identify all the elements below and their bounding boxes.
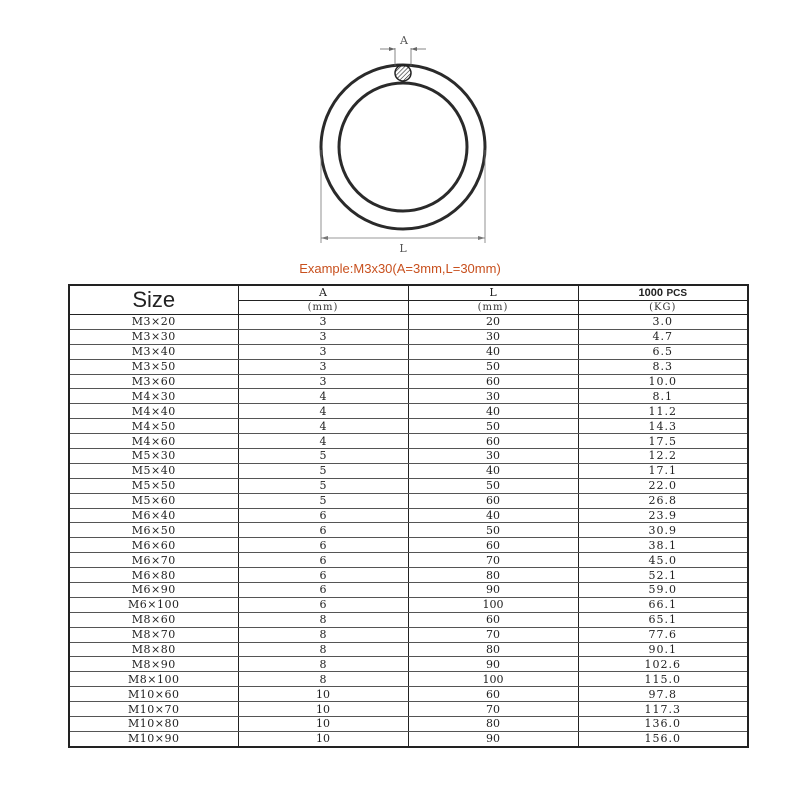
cell-weight: 66.1	[578, 597, 748, 612]
cell-a: 5	[238, 449, 408, 464]
cell-a: 8	[238, 642, 408, 657]
cell-a: 6	[238, 508, 408, 523]
table-row	[69, 597, 748, 612]
cell-size: M3×30	[69, 329, 238, 344]
spec-table	[68, 284, 749, 748]
cell-l: 20	[408, 315, 578, 330]
cell-size: M10×60	[69, 687, 238, 702]
cell-a: 10	[238, 717, 408, 732]
cell-weight: 156.0	[578, 731, 748, 746]
cell-a: 10	[238, 702, 408, 717]
cell-size: M5×60	[69, 493, 238, 508]
dim-l-label: L	[399, 242, 407, 255]
cell-a: 3	[238, 359, 408, 374]
cell-l: 40	[408, 404, 578, 419]
cell-size: M6×40	[69, 508, 238, 523]
header-weight	[578, 285, 748, 315]
cell-weight: 136.0	[578, 717, 748, 732]
cell-l: 100	[408, 672, 578, 687]
cell-l: 70	[408, 702, 578, 717]
cell-a: 6	[238, 597, 408, 612]
cell-weight: 77.6	[578, 627, 748, 642]
cell-weight: 14.3	[578, 419, 748, 434]
cell-size: M8×90	[69, 657, 238, 672]
cell-size: M8×100	[69, 672, 238, 687]
table-row	[69, 642, 748, 657]
cell-weight: 102.6	[578, 657, 748, 672]
cell-weight: 22.0	[578, 478, 748, 493]
table-row	[69, 702, 748, 717]
table-row	[69, 404, 748, 419]
cell-l: 30	[408, 449, 578, 464]
cell-weight: 17.5	[578, 434, 748, 449]
cell-l: 60	[408, 434, 578, 449]
table-header-row	[69, 285, 748, 315]
header-weight-unit: (KG)	[649, 302, 677, 313]
cell-a: 5	[238, 493, 408, 508]
cell-l: 60	[408, 538, 578, 553]
table-row	[69, 493, 748, 508]
cell-l: 40	[408, 508, 578, 523]
cell-size: M10×80	[69, 717, 238, 732]
cell-l: 40	[408, 344, 578, 359]
cell-l: 60	[408, 493, 578, 508]
cell-weight: 8.3	[578, 359, 748, 374]
cell-weight: 3.0	[578, 315, 748, 330]
cell-l: 60	[408, 612, 578, 627]
cell-size: M6×100	[69, 597, 238, 612]
table-row	[69, 717, 748, 732]
cell-a: 3	[238, 329, 408, 344]
cell-size: M4×60	[69, 434, 238, 449]
cell-weight: 11.2	[578, 404, 748, 419]
table-row	[69, 657, 748, 672]
cell-l: 50	[408, 523, 578, 538]
cell-a: 6	[238, 583, 408, 598]
cell-a: 10	[238, 687, 408, 702]
cell-l: 70	[408, 627, 578, 642]
cell-l: 100	[408, 597, 578, 612]
cell-weight: 17.1	[578, 463, 748, 478]
cell-weight: 45.0	[578, 553, 748, 568]
cell-weight: 6.5	[578, 344, 748, 359]
cell-l: 30	[408, 329, 578, 344]
table-row	[69, 672, 748, 687]
cell-l: 40	[408, 463, 578, 478]
cell-size: M8×70	[69, 627, 238, 642]
cell-weight: 52.1	[578, 568, 748, 583]
cell-a: 4	[238, 404, 408, 419]
table-row	[69, 329, 748, 344]
cell-a: 4	[238, 434, 408, 449]
ring-outer-edge	[321, 65, 485, 229]
header-weight-pcs: PCS	[666, 288, 688, 299]
cell-size: M10×70	[69, 702, 238, 717]
table-row	[69, 538, 748, 553]
cell-l: 60	[408, 687, 578, 702]
table-row	[69, 344, 748, 359]
cell-l: 70	[408, 553, 578, 568]
dim-a-label: A	[400, 34, 408, 47]
cell-size: M5×30	[69, 449, 238, 464]
table-row	[69, 315, 748, 330]
table-row	[69, 478, 748, 493]
cell-l: 30	[408, 389, 578, 404]
table-row	[69, 627, 748, 642]
cell-a: 8	[238, 657, 408, 672]
cell-a: 3	[238, 344, 408, 359]
table-row	[69, 389, 748, 404]
cell-a: 5	[238, 463, 408, 478]
table-row	[69, 568, 748, 583]
table-row	[69, 523, 748, 538]
cell-size: M10×90	[69, 731, 238, 746]
header-a-unit: (mm)	[307, 302, 339, 313]
example-caption: Example:M3x30(A=3mm,L=30mm)	[299, 261, 501, 276]
cell-l: 90	[408, 657, 578, 672]
header-a	[238, 285, 408, 315]
cell-l: 50	[408, 419, 578, 434]
ring-cross-section	[395, 65, 411, 81]
cell-l: 60	[408, 374, 578, 389]
cell-weight: 10.0	[578, 374, 748, 389]
table-row	[69, 463, 748, 478]
cell-weight: 23.9	[578, 508, 748, 523]
cell-size: M4×40	[69, 404, 238, 419]
table-row	[69, 553, 748, 568]
cell-weight: 38.1	[578, 538, 748, 553]
cell-weight: 115.0	[578, 672, 748, 687]
table-body	[69, 315, 748, 747]
cell-a: 8	[238, 672, 408, 687]
table-row	[69, 449, 748, 464]
ring-dimension-diagram	[0, 0, 800, 262]
header-l-label: L	[409, 286, 578, 301]
cell-weight: 117.3	[578, 702, 748, 717]
cell-a: 4	[238, 419, 408, 434]
cell-l: 90	[408, 731, 578, 746]
cell-weight: 59.0	[578, 583, 748, 598]
cell-weight: 97.8	[578, 687, 748, 702]
cell-size: M3×60	[69, 374, 238, 389]
cell-a: 3	[238, 315, 408, 330]
cell-a: 6	[238, 538, 408, 553]
cell-l: 50	[408, 359, 578, 374]
cell-a: 4	[238, 389, 408, 404]
cell-l: 80	[408, 568, 578, 583]
cell-l: 80	[408, 717, 578, 732]
cell-size: M5×40	[69, 463, 238, 478]
header-a-label: A	[239, 286, 408, 301]
cell-a: 10	[238, 731, 408, 746]
table-row	[69, 434, 748, 449]
cell-size: M6×90	[69, 583, 238, 598]
table-row	[69, 612, 748, 627]
cell-size: M3×50	[69, 359, 238, 374]
cell-a: 3	[238, 374, 408, 389]
header-l	[408, 285, 578, 315]
cell-weight: 90.1	[578, 642, 748, 657]
cell-weight: 4.7	[578, 329, 748, 344]
cell-a: 6	[238, 523, 408, 538]
cell-size: M3×20	[69, 315, 238, 330]
cell-size: M6×60	[69, 538, 238, 553]
cell-size: M8×60	[69, 612, 238, 627]
table-row	[69, 374, 748, 389]
header-l-unit: (mm)	[477, 302, 509, 313]
cell-a: 5	[238, 478, 408, 493]
cell-size: M4×30	[69, 389, 238, 404]
cell-size: M6×70	[69, 553, 238, 568]
header-size: Size	[69, 285, 238, 315]
table-row	[69, 508, 748, 523]
cell-weight: 30.9	[578, 523, 748, 538]
cell-size: M8×80	[69, 642, 238, 657]
cell-weight: 65.1	[578, 612, 748, 627]
cell-a: 6	[238, 568, 408, 583]
table-row	[69, 359, 748, 374]
table-row	[69, 583, 748, 598]
cell-weight: 26.8	[578, 493, 748, 508]
table-row	[69, 687, 748, 702]
cell-size: M4×50	[69, 419, 238, 434]
cell-a: 8	[238, 627, 408, 642]
cell-l: 50	[408, 478, 578, 493]
cell-l: 90	[408, 583, 578, 598]
cell-weight: 8.1	[578, 389, 748, 404]
cell-size: M6×80	[69, 568, 238, 583]
cell-size: M5×50	[69, 478, 238, 493]
cell-a: 8	[238, 612, 408, 627]
cell-l: 80	[408, 642, 578, 657]
header-weight-qty: 1000	[638, 287, 663, 299]
table-row	[69, 419, 748, 434]
table-row	[69, 731, 748, 746]
cell-size: M3×40	[69, 344, 238, 359]
ring-inner-edge	[339, 83, 467, 211]
cell-a: 6	[238, 553, 408, 568]
cell-weight: 12.2	[578, 449, 748, 464]
cell-size: M6×50	[69, 523, 238, 538]
